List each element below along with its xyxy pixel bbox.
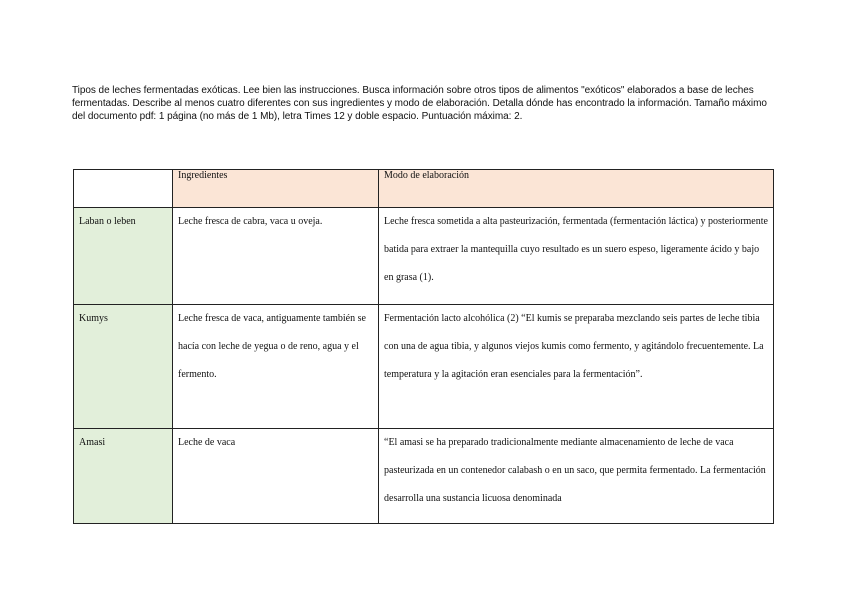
table-row bbox=[74, 208, 774, 305]
header-method: Modo de elaboración bbox=[379, 170, 774, 208]
method-text: Leche fresca sometida a alta pasteurización, fermentada (fermentación láctica) y posteriormente batida para extraer la mantequilla cuyo resultado es un suero espeso, ligeramente ácido y bajo en grasa (1). bbox=[384, 216, 768, 283]
method-cell bbox=[379, 429, 774, 524]
row-name: Amasi bbox=[79, 437, 106, 448]
fermented-milks-table bbox=[73, 169, 774, 524]
header-empty-cell bbox=[74, 170, 173, 208]
table-row bbox=[74, 305, 774, 429]
table-header-row bbox=[74, 170, 774, 208]
instructions-paragraph: Tipos de leches fermentadas exóticas. Lee bien las instrucciones. Busca información sobre otros tipos de alimentos "exóticos" elaborados a base de leches fermentadas. Describe al menos cuatro diferentes con sus ingredientes y modo de elaboración. Detalla dónde has encontrado la información. Tamaño máximo del documento pdf: 1 página (no más de 1 Mb), letra Times 12 y doble espacio. Puntuación máxima: 2. bbox=[72, 85, 767, 122]
row-name-cell bbox=[74, 305, 173, 429]
row-name-cell bbox=[74, 208, 173, 305]
method-text: “El amasi se ha preparado tradicionalmente mediante almacenamiento de leche de vaca pasteurizada en un contenedor calabash o en un saco, que permita fermentado. La fermentación desarrolla una sustancia licuosa denominada bbox=[384, 437, 766, 504]
header-ingredients: Ingredientes bbox=[173, 170, 379, 208]
method-cell bbox=[379, 208, 774, 305]
ingredients-cell bbox=[173, 208, 379, 305]
ingredients-text: Leche de vaca bbox=[178, 437, 236, 448]
method-text: Fermentación lacto alcohólica (2) “El kumis se preparaba mezclando seis partes de leche tibia con una de agua tibia, y algunos viejos kumis como fermento, y agitándolo frecuentemente. La temperatura y la agitación eran esenciales para la fermentación”. bbox=[384, 313, 764, 380]
ingredients-text: Leche fresca de cabra, vaca u oveja. bbox=[178, 216, 323, 227]
row-name-cell bbox=[74, 429, 173, 524]
ingredients-cell bbox=[173, 429, 379, 524]
table-row bbox=[74, 429, 774, 524]
ingredients-cell bbox=[173, 305, 379, 429]
row-name: Laban o leben bbox=[79, 216, 136, 227]
method-cell bbox=[379, 305, 774, 429]
row-name: Kumys bbox=[79, 313, 108, 324]
ingredients-text: Leche fresca de vaca, antiguamente también se hacía con leche de yegua o de reno, agua y el fermento. bbox=[178, 313, 366, 380]
